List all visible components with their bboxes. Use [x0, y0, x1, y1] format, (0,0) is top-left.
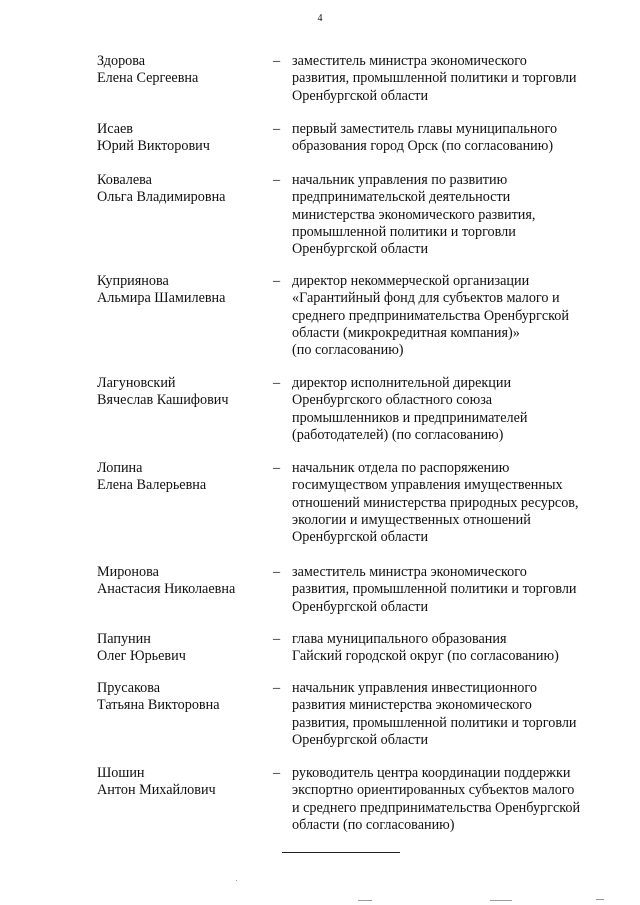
position-line: (по согласованию): [292, 342, 404, 359]
position-line: госимуществом управления имущественных: [292, 477, 563, 494]
position-line: образования город Орск (по согласованию): [292, 138, 554, 155]
surname: Ковалева: [97, 172, 152, 188]
person-name: [97, 53, 267, 88]
position-line: Гайский городской округ (по согласованию): [292, 648, 559, 665]
position-line: области (по согласованию): [292, 816, 455, 833]
position-line: Оренбургской области: [292, 598, 429, 615]
position-line: начальник управления по развитию: [292, 172, 508, 188]
position-line: развития, промышленной политики и торговли: [292, 70, 577, 87]
given-names: Анастасия Николаевна: [97, 581, 236, 598]
position-line: развития, промышленной политики и торговли: [292, 714, 577, 731]
scan-speck: [236, 880, 237, 881]
given-names: Ольга Владимировна: [97, 189, 226, 206]
given-names: Юрий Викторович: [97, 138, 210, 155]
position-line: области (микрокредитная компания)»: [292, 324, 520, 341]
position-line: экспортно ориентированных субъектов малого: [292, 782, 575, 799]
surname: Миронова: [97, 564, 159, 580]
page-number: 4: [317, 13, 323, 24]
position-line: отношений министерства природных ресурсов,: [292, 494, 579, 511]
position-line: Оренбургской области: [292, 241, 429, 258]
surname: Прусакова: [97, 680, 161, 696]
person-name: [97, 273, 267, 308]
position-line: и среднего предпринимательства Оренбургской: [292, 799, 581, 816]
dash: –: [273, 53, 281, 69]
position-description: [292, 765, 610, 834]
dash: –: [273, 121, 281, 137]
given-names: Альмира Шамилевна: [97, 290, 226, 307]
dash: –: [273, 680, 281, 696]
given-names: Татьяна Викторовна: [97, 697, 220, 714]
person-name: [97, 121, 267, 156]
scan-speck: [596, 899, 604, 900]
position-line: заместитель министра экономического: [292, 53, 527, 69]
given-names: Вячеслав Кашифович: [97, 392, 229, 409]
given-names: Елена Валерьевна: [97, 477, 207, 494]
position-line: Оренбургской области: [292, 731, 429, 748]
dash: –: [273, 172, 281, 188]
dash: –: [273, 460, 281, 476]
person-name: [97, 375, 267, 410]
scan-speck: [490, 900, 512, 901]
position-line: среднего предпринимательства Оренбургской: [292, 307, 569, 324]
end-divider: [282, 852, 400, 853]
person-name: [97, 631, 267, 666]
position-line: начальник отдела по распоряжению: [292, 460, 510, 476]
position-line: первый заместитель главы муниципального: [292, 121, 558, 137]
position-line: министерства экономического развития,: [292, 206, 536, 223]
position-line: развития министерства экономического: [292, 697, 532, 714]
surname: Лагуновский: [97, 375, 176, 391]
position-line: глава муниципального образования: [292, 631, 507, 647]
surname: Здорова: [97, 53, 146, 69]
position-line: Оренбургской области: [292, 87, 429, 104]
dash: –: [273, 564, 281, 580]
person-name: [97, 460, 267, 495]
surname: Шошин: [97, 765, 145, 781]
position-description: [292, 631, 610, 666]
given-names: Олег Юрьевич: [97, 648, 186, 665]
position-line: Оренбургской области: [292, 529, 429, 546]
person-name: [97, 680, 267, 715]
position-line: Оренбургского областного союза: [292, 392, 493, 409]
surname: Куприянова: [97, 273, 169, 289]
surname: Папунин: [97, 631, 151, 647]
position-line: промышленной политики и торговли: [292, 223, 516, 240]
position-description: [292, 273, 610, 359]
position-description: [292, 375, 610, 444]
position-line: заместитель министра экономического: [292, 564, 527, 580]
person-name: [97, 172, 267, 207]
position-line: промышленников и предпринимателей: [292, 409, 528, 426]
dash: –: [273, 375, 281, 391]
dash: –: [273, 765, 281, 781]
dash: –: [273, 631, 281, 647]
position-line: (работодателей) (по согласованию): [292, 426, 504, 443]
surname: Исаев: [97, 121, 134, 137]
position-line: руководитель центра координации поддержки: [292, 765, 571, 781]
person-name: [97, 765, 267, 800]
position-description: [292, 460, 610, 546]
given-names: Антон Михайлович: [97, 782, 216, 799]
scan-speck: [358, 900, 372, 901]
position-description: [292, 53, 610, 105]
position-line: предпринимательской деятельности: [292, 189, 511, 206]
given-names: Елена Сергеевна: [97, 70, 199, 87]
position-line: экологии и имущественных отношений: [292, 511, 531, 528]
position-description: [292, 680, 610, 749]
position-line: начальник управления инвестиционного: [292, 680, 537, 696]
dash: –: [273, 273, 281, 289]
position-description: [292, 564, 610, 616]
position-line: развития, промышленной политики и торговли: [292, 581, 577, 598]
surname: Лопина: [97, 460, 143, 476]
position-line: директор некоммерческой организации: [292, 273, 530, 289]
position-line: «Гарантийный фонд для субъектов малого и: [292, 290, 560, 307]
person-name: [97, 564, 267, 599]
position-description: [292, 172, 610, 258]
position-line: директор исполнительной дирекции: [292, 375, 512, 391]
position-description: [292, 121, 610, 156]
